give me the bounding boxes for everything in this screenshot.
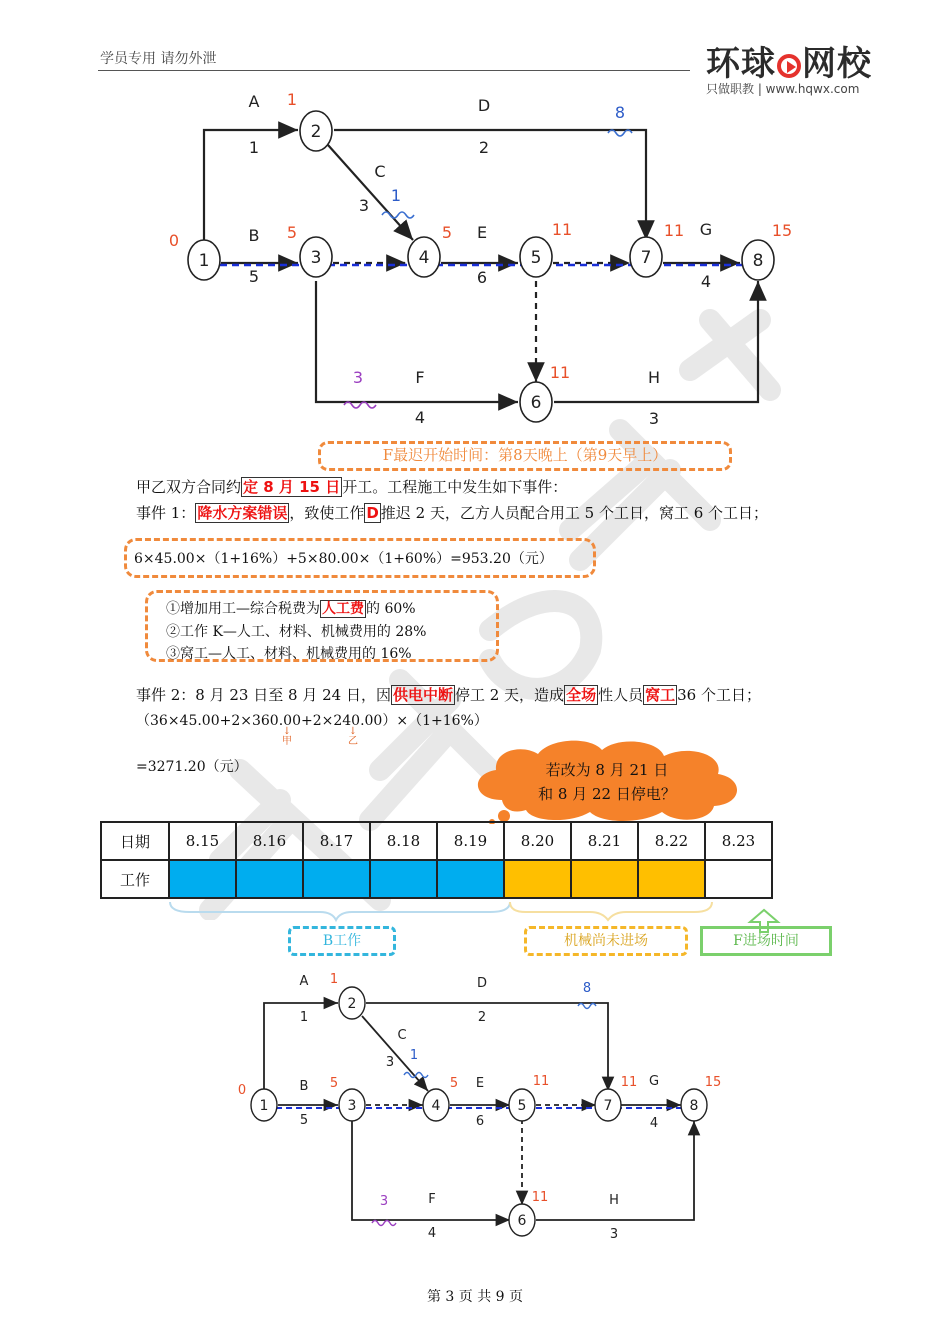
event2-mid2: 性人员 <box>598 686 644 704</box>
note-1 <box>166 598 416 618</box>
network-diagram-1 <box>150 85 810 435</box>
node2-1: 1 <box>259 1098 269 1114</box>
early2-6: 11 <box>531 1190 549 1205</box>
event2-mid1: 停工 2 天，造成 <box>454 686 565 704</box>
label-F: F <box>415 368 425 387</box>
work-cell <box>437 860 504 898</box>
note-2: ②工作 K—人工、材料、机械费用的 28% <box>166 624 427 640</box>
date-row-label: 日期 <box>101 822 169 860</box>
work-cell <box>504 860 571 898</box>
date-cell: 8.22 <box>638 822 705 860</box>
event-1-paragraph <box>136 502 768 523</box>
label2-F: F <box>428 1192 436 1207</box>
formula-1: 6×45.00×（1+16%）+5×80.00×（1+60%）=953.20（元） <box>134 551 553 567</box>
early2-4: 5 <box>449 1076 459 1091</box>
jia-label: 甲 <box>282 736 292 747</box>
early2-3: 5 <box>329 1076 339 1091</box>
event1-suffix: 推迟 2 天，乙方人员配合用工 5 个工日，窝工 6 个工日； <box>380 504 769 522</box>
date-cell: 8.15 <box>169 822 236 860</box>
duration-C: 3 <box>358 196 370 215</box>
power-outage-highlight: 供电中断 <box>392 686 453 704</box>
early-time-7: 11 <box>663 221 685 240</box>
node2-3: 3 <box>347 1098 357 1114</box>
date-cell: 8.16 <box>236 822 303 860</box>
early-time-2: 1 <box>286 90 298 109</box>
date-cell: 8.23 <box>705 822 772 860</box>
float2-D: 8 <box>582 981 592 996</box>
label-B: B <box>248 226 260 245</box>
float-wave-C <box>382 212 414 218</box>
event-2-paragraph <box>136 684 761 705</box>
date-row <box>101 822 772 860</box>
event2-prefix: 事件 2：8 月 23 日至 8 月 24 日，因 <box>136 686 391 704</box>
label2-G: G <box>648 1074 660 1089</box>
duration2-C: 3 <box>385 1055 395 1070</box>
event1-cause-highlight: 降水方案错误 <box>197 504 288 522</box>
float-F: 3 <box>352 368 364 387</box>
label2-B: B <box>299 1079 309 1094</box>
node2-4: 4 <box>431 1098 441 1114</box>
logo-text-1: 环球 <box>706 44 776 84</box>
event1-mid: ，致使工作 <box>289 504 365 522</box>
work-row <box>101 860 772 898</box>
float2-wave-F <box>372 1221 396 1226</box>
early-time-8: 15 <box>771 221 793 240</box>
work-cell <box>236 860 303 898</box>
idle-highlight: 窝工 <box>645 686 676 704</box>
float2-wave-D <box>578 1004 596 1009</box>
work-cell <box>571 860 638 898</box>
label-D: D <box>477 96 491 115</box>
node-7: 7 <box>640 248 652 268</box>
duration2-H: 3 <box>609 1227 619 1242</box>
label2-D: D <box>476 976 488 991</box>
duration2-B: 5 <box>299 1113 309 1128</box>
note-1-suffix: 的 60% <box>366 601 416 617</box>
brace-machine <box>510 902 712 920</box>
formula-2-result: =3271.20（元） <box>136 759 248 775</box>
site-wide-highlight: 全场 <box>566 686 597 704</box>
label-A: A <box>248 92 260 111</box>
cloud-line-2: 和 8 月 22 日停电？ <box>538 785 676 803</box>
date-cell: 8.18 <box>370 822 437 860</box>
duration2-F: 4 <box>427 1226 437 1241</box>
early2-2: 1 <box>329 972 339 987</box>
header-divider <box>98 70 690 71</box>
contract-paragraph <box>136 476 567 497</box>
f-note-text: F最迟开始时间：第8天晚上（第9天早上） <box>382 446 668 464</box>
para1-prefix: 甲乙双方合同约 <box>136 478 242 496</box>
tag-f-entry-time: F进场时间 <box>700 926 832 956</box>
duration2-D: 2 <box>477 1010 487 1025</box>
node-2: 2 <box>310 122 322 142</box>
duration2-G: 4 <box>649 1116 659 1131</box>
early2-7: 11 <box>620 1075 638 1090</box>
event1-work-highlight: D <box>366 504 379 522</box>
float-D: 8 <box>614 103 626 122</box>
work-cell <box>303 860 370 898</box>
early-time-5: 11 <box>551 220 573 239</box>
node2-5: 5 <box>517 1098 527 1114</box>
note-3: ③窝工—人工、材料、机械费用的 16% <box>166 646 412 662</box>
node2-8: 8 <box>689 1098 699 1114</box>
yi-label: 乙 <box>348 736 358 747</box>
label2-H: H <box>609 1193 619 1208</box>
logo <box>706 36 872 85</box>
duration-G: 4 <box>700 272 712 291</box>
labor-cost-highlight: 人工费 <box>322 601 364 617</box>
event1-prefix: 事件 1： <box>136 504 196 522</box>
duration-B: 5 <box>248 267 260 286</box>
label-H: H <box>647 368 661 387</box>
logo-text-2: 网校 <box>802 44 872 84</box>
work-cell <box>370 860 437 898</box>
cloud-text <box>492 758 722 806</box>
early-time-6: 11 <box>549 363 571 382</box>
date-cell: 8.21 <box>571 822 638 860</box>
node2-6: 6 <box>517 1213 527 1229</box>
logo-tagline: 只做职教 | www.hqwx.com <box>706 82 860 96</box>
event2-suffix: 36 个工日； <box>677 686 761 704</box>
note-1-prefix: ①增加用工—综合税费为 <box>166 601 320 617</box>
header-confidential-text: 学员专用 请勿外泄 <box>100 51 217 67</box>
early2-8: 15 <box>704 1075 722 1090</box>
arrow2-D <box>366 1003 608 1091</box>
node-1: 1 <box>198 251 210 271</box>
label2-E: E <box>475 1076 485 1091</box>
cloud-line-1: 若改为 8 月 21 日 <box>545 761 669 779</box>
early2-1: 0 <box>237 1083 247 1098</box>
duration-D: 2 <box>478 138 490 157</box>
node-6: 6 <box>530 393 542 413</box>
node2-2: 2 <box>347 996 357 1012</box>
early-time-4: 5 <box>441 223 453 242</box>
date-cell: 8.20 <box>504 822 571 860</box>
label-E: E <box>476 223 488 242</box>
schedule-table <box>100 821 773 899</box>
start-date-highlight: 定 8 月 15 日 <box>243 478 341 496</box>
date-cell: 8.17 <box>303 822 370 860</box>
arrow-D <box>334 130 646 240</box>
node-5: 5 <box>530 248 542 268</box>
early-time-3: 5 <box>286 223 298 242</box>
work-cell <box>705 860 772 898</box>
yi-annotation: ↓ 乙 <box>348 726 358 747</box>
float2-F: 3 <box>379 1194 389 1209</box>
node-3: 3 <box>310 248 322 268</box>
early2-5: 11 <box>532 1074 550 1089</box>
float-C: 1 <box>390 186 402 205</box>
work-cell <box>638 860 705 898</box>
node-4: 4 <box>418 248 430 268</box>
brace-b-work <box>170 902 510 920</box>
duration2-E: 6 <box>475 1114 485 1129</box>
jia-annotation: ↓ 甲 <box>282 726 292 747</box>
tag-b-work: B工作 <box>288 926 396 956</box>
node2-7: 7 <box>603 1098 613 1114</box>
duration-E: 6 <box>476 268 488 287</box>
node-8: 8 <box>752 251 764 271</box>
page-footer: 第 3 页 共 9 页 <box>426 1289 524 1305</box>
float2-C: 1 <box>409 1048 419 1063</box>
duration-H: 3 <box>648 409 660 428</box>
tag-machine-not-arrived: 机械尚未进场 <box>524 926 688 956</box>
date-cell: 8.19 <box>437 822 504 860</box>
para1-suffix: 开工。工程施工中发生如下事件： <box>342 478 568 496</box>
duration-F: 4 <box>414 408 426 427</box>
duration-A: 1 <box>248 138 260 157</box>
play-icon <box>777 54 801 78</box>
formula-2: （36×45.00+2×360.00+2×240.00）×（1+16%） <box>136 713 488 729</box>
label2-A: A <box>299 974 309 989</box>
work-row-label: 工作 <box>101 860 169 898</box>
network-diagram-2 <box>218 963 738 1253</box>
duration2-A: 1 <box>299 1010 309 1025</box>
work-cell <box>169 860 236 898</box>
label-G: G <box>699 220 713 239</box>
label-C: C <box>374 162 386 181</box>
label2-C: C <box>397 1028 407 1043</box>
early-time-1: 0 <box>168 231 180 250</box>
